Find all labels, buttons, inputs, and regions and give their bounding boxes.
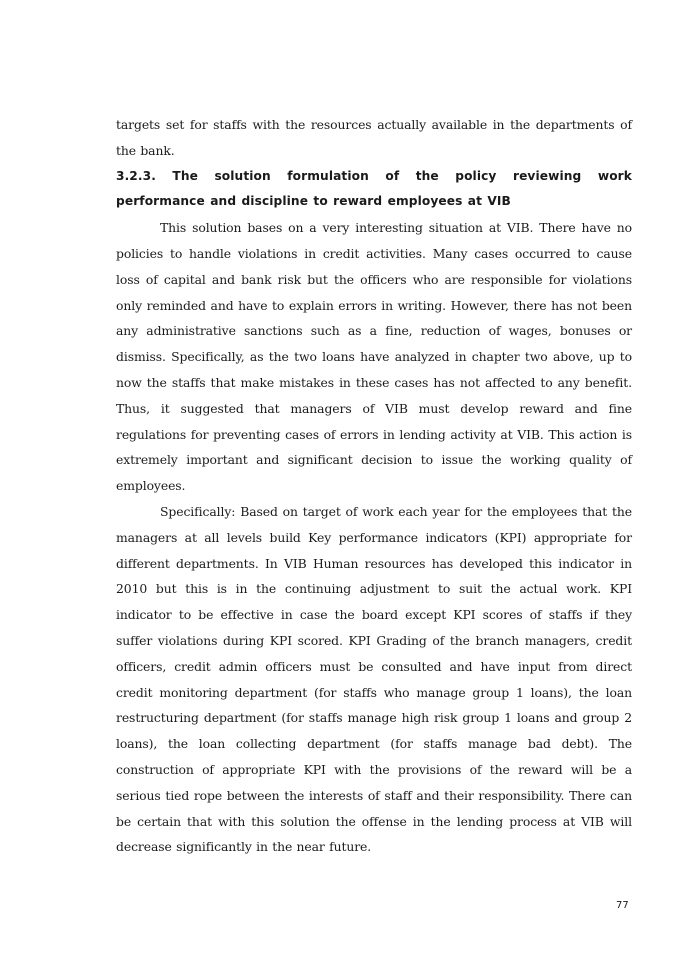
body-paragraph-2: Specifically: Based on target of work each year for the employees that the managers at all levels build Key performance indicators (KPI) appropriate for different departments. In VIB Human resources has developed this indicator in 2010 but this is in the continuing adjustment to suit the actual work. KPI indicator to be effective in case the board except KPI scores of staffs if they suffer violations during KPI scored. KPI Grading of the branch managers, credit officers, credit admin officers must be consulted and have input from direct credit monitoring department (for staffs who manage group 1 loans), the loan restructuring department (for staffs manage high risk group 1 loans and group 2 loans), the loan collecting department (for staffs manage bad debt). The construction of appropriate KPI with the provisions of the reward will be a serious tied rope between the interests of staff and their responsibility. There can be certain that with this solution the offense in the lending process at VIB will decrease significantly in the near future. <box>116 503 632 855</box>
section-heading: 3.2.3. The solution formulation of the policy reviewing work performance and discipline to reward employees at VIB <box>116 168 632 209</box>
carryover-paragraph: targets set for staffs with the resources actually available in the departments of the bank. <box>116 117 632 158</box>
body-paragraph-1: This solution bases on a very interesting situation at VIB. There have no policies to handle violations in credit activities. Many cases occurred to cause loss of capital and bank risk but the officers who are responsible for violations only reminded and have to explain errors in writing. However, there has not been any administrative sanctions such as a fine, reduction of wages, bonuses or dismiss. Specifically, as the two loans have analyzed in chapter two above, up to now the staffs that make mistakes in these cases has not affected to any benefit. Thus, it suggested that managers of VIB must develop reward and fine regulations for preventing cases of errors in lending activity at VIB. This action is extremely important and significant decision to issue the working quality of employees. <box>116 220 632 494</box>
page-number: 77 <box>616 900 629 911</box>
page-body <box>116 112 632 860</box>
